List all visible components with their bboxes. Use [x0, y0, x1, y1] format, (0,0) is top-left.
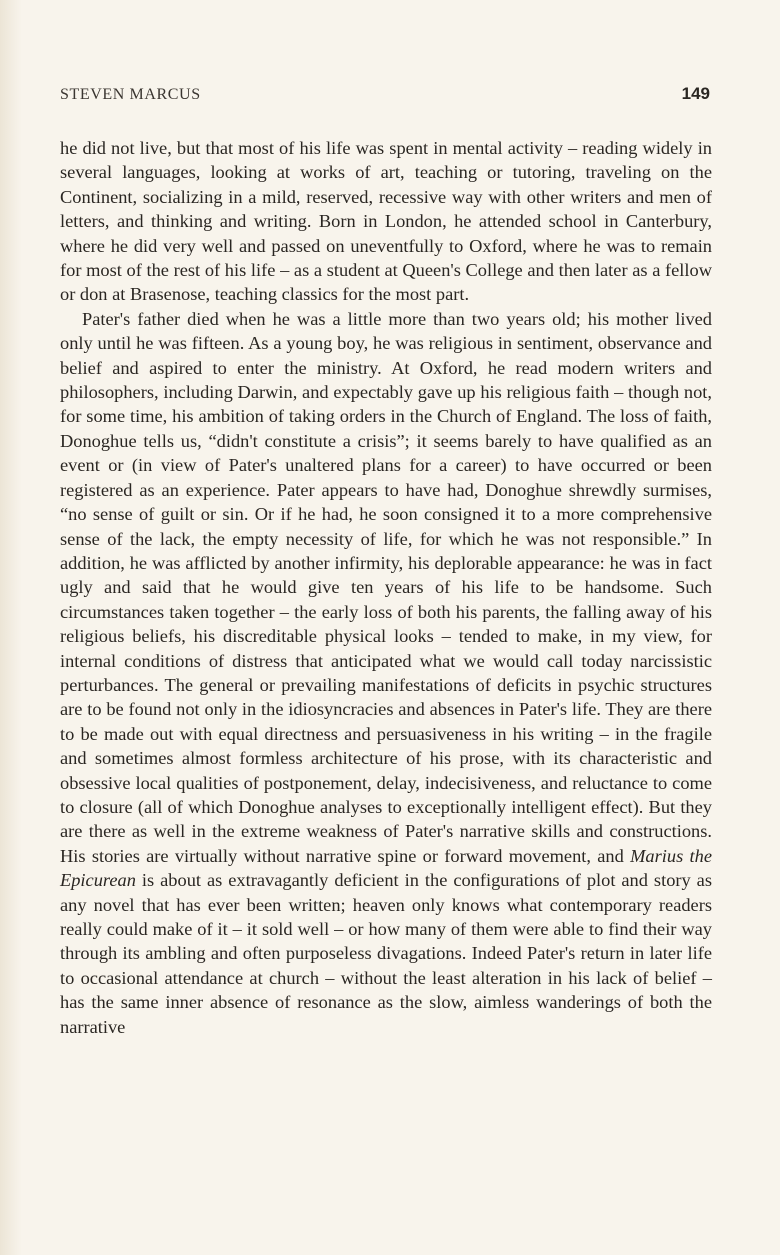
paragraph-1: he did not live, but that most of his life was spent in mental activity – reading widely in several languages, looking at works of art, teaching or tutoring, traveling on the Continent, socializing in a mild, reserved, recessive way with other writers and men of letters, and thinking and writing. Born in London, he attended school in Canterbury, where he did very well and passed on uneventfully to Oxford, where he was to remain for most of the rest of his life – as a student at Queen's College and then later as a fellow or don at Brasenose, teaching classics for the most part. — [60, 138, 712, 305]
book-title: Marius the Epicurean — [60, 845, 712, 891]
page-header — [60, 84, 710, 104]
paragraph-2-part-1: Pater's father died when he was a little more than two years old; his mother lived only until he was fifteen. As a young boy, he was religious in sentiment, observance and belief and aspired to enter the ministry. At Oxford, he read modern writers and philosophers, including Darwin, and expectably gave up his religious faith – though not, for some time, his ambition of taking orders in the Church of England. The loss of faith, Donoghue tells us, “didn't constitute a crisis”; it seems barely to have qualified as an event or (in view of Pater's unaltered plans for a career) to have occurred or been registered as an experience. Pater appears to have had, Donoghue shrewdly surmises, “no sense of guilt or sin. Or if he had, he soon consigned it to a more comprehensive sense of the lack, the empty necessity of life, for which he was not responsible.” In addition, he was afflicted by another infirmity, his deplorable appearance: he was in fact ugly and said that he would give ten years of his life to be handsome. Such circumstances taken together – the early loss of both his parents, the falling away of his religious beliefs, his discreditable physical looks – tended to make, in my view, for internal conditions of distress that anticipated what we would call today narcissistic perturbances. The general or prevailing manifestations of deficits in psychic structures are to be found not only in the idiosyncracies and absences in Pater's life. They are there to be made out with equal directness and persuasiveness in his writing – in the fragile and sometimes almost formless architecture of his prose, with its characteristic and obsessive local qualities of postponement, delay, indecisiveness, and reluctance to come to closure (all of which Donoghue analyses to exceptionally intelligent effect). But they are there as well in the extreme weakness of Pater's narrative skills and constructions. His stories are virtually without narrative spine or forward movement, and — [60, 308, 712, 866]
page-number: 149 — [681, 84, 710, 103]
body-text — [60, 136, 712, 1039]
page-gutter-shadow — [0, 0, 22, 1255]
running-head: STEVEN MARCUS — [60, 86, 201, 103]
paragraph-2-part-2: is about as extravagantly deficient in the configurations of plot and story as any novel that has ever been written; heaven only knows what contemporary readers really could make of it – it sold well – or how many of them were able to find their way through its ambling and often purposeless divagations. Indeed Pater's return in later life to occasional attendance at church – without the least alteration in his lack of belief – has the same inner absence of resonance as the slow, aimless wanderings of both the narrative — [60, 870, 712, 1037]
paragraph-2 — [60, 307, 712, 1039]
